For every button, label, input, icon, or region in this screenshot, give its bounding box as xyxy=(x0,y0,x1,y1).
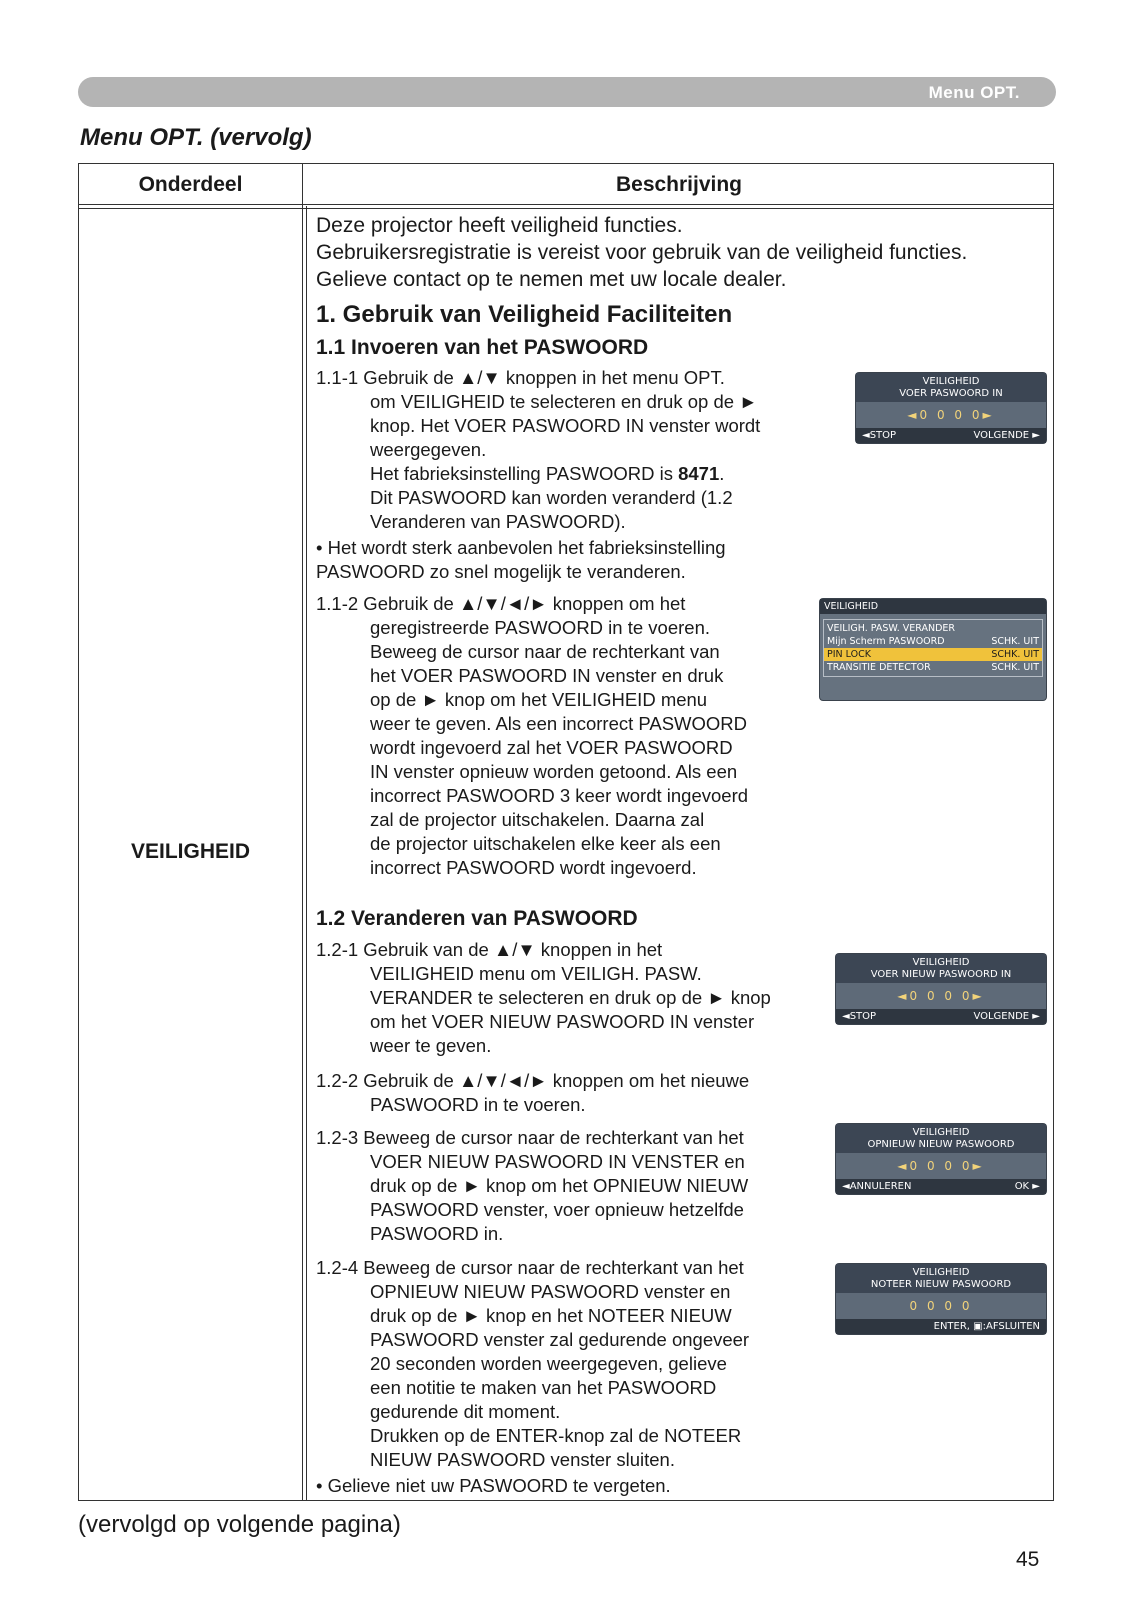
osd-title xyxy=(836,1264,1046,1293)
step-line: PASWOORD venster zal gedurende ongeveer xyxy=(370,1329,750,1350)
note-line: PASWOORD zo snel mogelijk te veranderen. xyxy=(316,561,686,582)
osd-code: ◄0 0 0 0► xyxy=(897,989,985,1003)
step-line: om het VOER NIEUW PASWOORD IN venster xyxy=(370,1011,755,1032)
note-line: • Het wordt sterk aanbevolen het fabrieksinstelling xyxy=(316,537,726,558)
step-1-2-1 xyxy=(316,938,771,1058)
header-label: Menu OPT. xyxy=(928,83,1020,102)
factory-password: 8471 xyxy=(678,463,720,484)
osd-row-label: PIN LOCK xyxy=(827,649,871,660)
osd-row-value: SCHK. UIT xyxy=(991,636,1039,647)
header-rule-inner xyxy=(79,208,1053,209)
step-line: Drukken op de ENTER-knop zal de NOTEER xyxy=(370,1425,742,1446)
osd-row-value: SCHK. UIT xyxy=(991,649,1039,660)
osd-row-label: Mijn Scherm PASWOORD xyxy=(827,636,945,647)
step-line: om VEILIGHEID te selecteren en druk op de ► xyxy=(370,391,758,412)
step-line: weergegeven. xyxy=(370,439,487,460)
column-header-description: Beschrijving xyxy=(615,173,743,196)
osd-security-menu xyxy=(820,599,1046,700)
osd-row xyxy=(824,622,1042,635)
osd-title xyxy=(856,373,1046,402)
osd-title-line: VEILIGHEID xyxy=(922,376,980,387)
step-1-2-2 xyxy=(316,1069,749,1117)
osd-code: ◄0 0 0 0► xyxy=(907,408,995,422)
osd-title-line: OPNIEUW NIEUW PASWOORD xyxy=(867,1139,1015,1150)
step-line: PASWOORD in. xyxy=(370,1223,504,1244)
osd-footer-right: ENTER, ▣:AFSLUITEN xyxy=(933,1321,1040,1332)
period: . xyxy=(719,463,725,484)
column-separator-inner xyxy=(306,206,307,1500)
step-line: OPNIEUW NIEUW PASWOORD venster en xyxy=(370,1281,731,1302)
osd-footer-left: ◄STOP xyxy=(862,430,897,441)
page-number: 45 xyxy=(1016,1548,1040,1571)
step-line: geregistreerde PASWOORD in te voeren. xyxy=(370,617,710,638)
step-line: incorrect PASWOORD 3 keer wordt ingevoerd xyxy=(370,785,749,806)
column-separator xyxy=(302,164,303,1500)
step-line: wordt ingevoerd zal het VOER PASWOORD xyxy=(370,737,733,758)
osd-enter-new-password xyxy=(836,954,1046,1024)
osd-row-label: TRANSITIE DETECTOR xyxy=(827,662,931,673)
osd-row-label: VEILIGH. PASW. VERANDER xyxy=(827,623,956,634)
osd-footer-right: VOLGENDE ► xyxy=(973,1011,1040,1022)
note-1 xyxy=(316,536,726,584)
step-line: druk op de ► knop om het OPNIEUW NIEUW xyxy=(370,1175,749,1196)
step-line: IN venster opnieuw worden getoond. Als een xyxy=(370,761,738,782)
osd-title: VEILIGHEID xyxy=(820,599,1046,614)
header-rule xyxy=(79,204,1053,205)
step-line: Veranderen van PASWOORD). xyxy=(370,511,626,532)
osd-reenter-new-password xyxy=(836,1124,1046,1194)
step-line: op de ► knop om het VEILIGHEID menu xyxy=(370,689,708,710)
step-line: Dit PASWOORD kan worden veranderd (1.2 xyxy=(370,487,733,508)
step-line: 1.2-1 Gebruik van de ▲/▼ knoppen in het xyxy=(316,939,663,960)
osd-footer-left: ◄STOP xyxy=(842,1011,877,1022)
osd-title xyxy=(836,1124,1046,1153)
osd-row xyxy=(824,661,1042,674)
step-line: weer te geven. xyxy=(370,1035,492,1056)
osd-title xyxy=(836,954,1046,983)
osd-row-value: SCHK. UIT xyxy=(991,662,1039,673)
step-line: incorrect PASWOORD wordt ingevoerd. xyxy=(370,857,697,878)
osd-footer xyxy=(856,428,1046,443)
osd-note-new-password xyxy=(836,1264,1046,1334)
osd-title-line: VOER NIEUW PASWOORD IN xyxy=(870,969,1012,980)
osd-list xyxy=(823,619,1043,677)
intro-line: Gelieve contact op te nemen met uw locale dealer. xyxy=(316,268,787,291)
step-line: druk op de ► knop en het NOTEER NIEUW xyxy=(370,1305,732,1326)
step-line: 20 seconden worden weergegeven, gelieve xyxy=(370,1353,727,1374)
heading-1-2: 1.2 Veranderen van PASWOORD xyxy=(316,907,638,930)
osd-title-line: VEILIGHEID xyxy=(912,1267,970,1278)
osd-code: 0 0 0 0 xyxy=(909,1299,973,1313)
step-1-1-2 xyxy=(316,592,748,880)
osd-footer xyxy=(836,1179,1046,1194)
step-1-2-3 xyxy=(316,1126,748,1246)
step-line: NIEUW PASWOORD venster sluiten. xyxy=(370,1449,675,1470)
heading-1: 1. Gebruik van Veiligheid Faciliteiten xyxy=(316,301,733,328)
step-line: 1.2-4 Beweeg de cursor naar de rechterkant van het xyxy=(316,1257,744,1278)
osd-footer xyxy=(836,1319,1046,1334)
column-header-item: Onderdeel xyxy=(138,173,243,196)
osd-footer-left: ◄ANNULEREN xyxy=(842,1181,912,1192)
intro-line: Gebruikersregistratie is vereist voor gebruik van de veiligheid functies. xyxy=(316,241,968,264)
osd-row-selected xyxy=(824,648,1042,661)
step-line xyxy=(316,462,760,486)
intro-line: Deze projector heeft veiligheid functies. xyxy=(316,214,683,237)
osd-title-line: VEILIGHEID xyxy=(912,957,970,968)
osd-enter-password xyxy=(856,373,1046,443)
intro-paragraph xyxy=(316,212,967,293)
note-2: • Gelieve niet uw PASWOORD te vergeten. xyxy=(316,1475,671,1496)
factory-password-text: Het fabrieksinstelling PASWOORD is xyxy=(370,463,679,484)
step-line: VEILIGHEID menu om VEILIGH. PASW. xyxy=(370,963,702,984)
item-name: VEILIGHEID xyxy=(130,840,251,863)
step-line: Beweeg de cursor naar de rechterkant van xyxy=(370,641,720,662)
step-line: PASWOORD venster, voer opnieuw hetzelfde xyxy=(370,1199,744,1220)
step-1-2-4 xyxy=(316,1256,749,1472)
header-bar xyxy=(78,77,1056,107)
step-line: knop. Het VOER PASWOORD IN venster wordt xyxy=(370,415,761,436)
step-line: 1.1-1 Gebruik de ▲/▼ knoppen in het menu OPT. xyxy=(316,367,725,388)
section-title: Menu OPT. (vervolg) xyxy=(80,124,312,151)
step-line: PASWOORD in te voeren. xyxy=(370,1094,586,1115)
osd-code: ◄0 0 0 0► xyxy=(897,1159,985,1173)
step-line: gedurende dit moment. xyxy=(370,1401,561,1422)
continued-note: (vervolgd op volgende pagina) xyxy=(78,1511,401,1538)
step-line: 1.2-3 Beweeg de cursor naar de rechterkant van het xyxy=(316,1127,744,1148)
step-1-1-1 xyxy=(316,366,760,534)
osd-row xyxy=(824,635,1042,648)
step-line: zal de projector uitschakelen. Daarna zal xyxy=(370,809,705,830)
step-line: 1.1-2 Gebruik de ▲/▼/◄/► knoppen om het xyxy=(316,593,686,614)
heading-1-1: 1.1 Invoeren van het PASWOORD xyxy=(316,336,649,359)
step-line: de projector uitschakelen elke keer als een xyxy=(370,833,721,854)
step-line: 1.2-2 Gebruik de ▲/▼/◄/► knoppen om het nieuwe xyxy=(316,1070,750,1091)
step-line: weer te geven. Als een incorrect PASWOORD xyxy=(370,713,748,734)
step-line: het VOER PASWOORD IN venster en druk xyxy=(370,665,724,686)
osd-footer-right: OK ► xyxy=(1014,1181,1040,1192)
osd-footer-right: VOLGENDE ► xyxy=(973,430,1040,441)
step-line: een notitie te maken van het PASWOORD xyxy=(370,1377,717,1398)
step-line: VERANDER te selecteren en druk op de ► knop xyxy=(370,987,771,1008)
osd-title-line: VOER PASWOORD IN xyxy=(899,388,1003,399)
osd-title-line: NOTEER NIEUW PASWOORD xyxy=(870,1279,1012,1290)
step-line: VOER NIEUW PASWOORD IN VENSTER en xyxy=(370,1151,745,1172)
osd-footer xyxy=(836,1009,1046,1024)
osd-title-line: VEILIGHEID xyxy=(912,1127,970,1138)
